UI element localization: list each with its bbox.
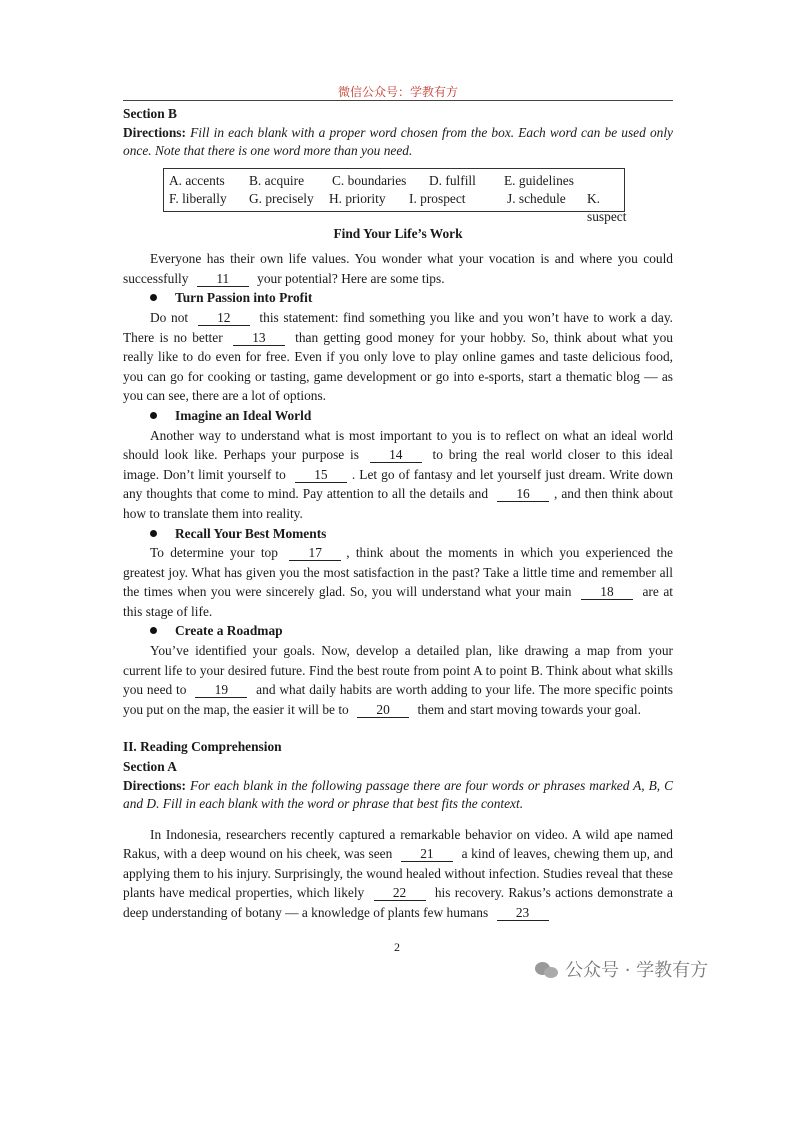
bullet-icon — [150, 627, 157, 634]
answer-blank: 15 — [295, 468, 347, 483]
watermark-text: 公众号 · 学教有方 — [565, 960, 709, 981]
bullet-icon — [150, 412, 157, 419]
word-box — [163, 168, 627, 224]
bullet-icon — [150, 530, 157, 537]
paragraph-text: than getting good money for your hobby. So, think about what you really like to do even for free. Even if you only love to play online games and taste delicious food, you can go for cooking or tasting, game development or go into e-sports, start a thematic blog — as you can see, there are a lot of options. — [123, 329, 673, 404]
paragraph — [123, 543, 673, 621]
word-option: D. fulfill — [429, 172, 476, 188]
bullet-text: Create a Roadmap — [175, 623, 283, 639]
answer-blank: 11 — [197, 272, 249, 287]
passage-b — [123, 249, 673, 719]
paragraph-text: are at this stage of life. — [123, 584, 673, 619]
paragraph-text: his recovery. Rakus’s actions demonstrate a deep understanding of botany — a knowledge of plants few humans — [123, 885, 673, 920]
word-option: C. boundaries — [332, 172, 407, 188]
paragraph-text: and what daily habits are worth adding to your life. The more specific points you put on the map, the easier it will be to — [123, 682, 673, 717]
answer-blank: 19 — [195, 683, 247, 698]
word-option: K. suspect — [587, 190, 627, 224]
bullet-text: Imagine an Ideal World — [175, 407, 312, 423]
header-source: 微信公众号：学教有方 — [337, 85, 458, 99]
word-box-row — [164, 190, 627, 224]
paragraph — [123, 641, 673, 719]
word-option: I. prospect — [409, 190, 466, 206]
answer-blank: 20 — [357, 703, 409, 718]
paragraph-text: , and then think about how to translate them into reality. — [123, 486, 673, 521]
section-bullet-heading — [123, 288, 673, 308]
paragraph — [123, 825, 673, 923]
passage-title: Find Your Life’s Work — [333, 225, 463, 241]
wechat-icon — [535, 960, 559, 978]
section-b-directions — [123, 124, 673, 160]
word-option: A. accents — [169, 172, 225, 188]
answer-blank: 21 — [401, 847, 453, 862]
word-box-row — [164, 172, 624, 190]
answer-blank: 17 — [289, 546, 341, 561]
directions-text: For each blank in the following passage there are four words or phrases marked A, B, C and D. Fill in each blank with the word or phrase that best fits the context. — [123, 777, 673, 811]
section-bullet-heading — [123, 524, 673, 544]
bullet-text: Turn Passion into Profit — [175, 290, 313, 306]
answer-blank: 23 — [497, 906, 549, 921]
paragraph-text: your potential? Here are some tips. — [253, 270, 445, 286]
section-b-heading: Section B — [123, 106, 177, 121]
paragraph-text: Another way to understand what is most important to you is to reflect on what an ideal world should look like. Perhaps your purpose is — [123, 427, 673, 463]
answer-blank: 22 — [374, 886, 426, 901]
paragraph — [123, 249, 673, 288]
paragraph-text: this statement: find something you like and you won’t have to work a day. There is no better — [123, 309, 673, 345]
word-option: F. liberally — [169, 190, 227, 206]
paragraph-text: them and start moving towards your goal. — [414, 701, 641, 717]
bullet-icon — [150, 294, 157, 301]
watermark — [535, 956, 708, 982]
word-option: G. precisely — [249, 190, 314, 206]
answer-blank: 16 — [497, 487, 549, 502]
page-number: 2 — [394, 940, 400, 954]
paragraph-text: Everyone has their own life values. You wonder what your vocation is and where you could successfully — [123, 251, 673, 286]
passage-a — [123, 825, 673, 923]
answer-blank: 13 — [233, 331, 285, 346]
section-a-heading: Section A — [123, 759, 177, 775]
paragraph-text: . Let go of fantasy and let yourself just dream. Write down any thoughts that come to mind. Pay attention to all the details and — [123, 466, 673, 502]
paragraph-text: to bring the real world closer to this ideal image. Don’t limit yourself to — [123, 447, 673, 482]
section-bullet-heading — [123, 621, 673, 641]
word-option: E. guidelines — [504, 172, 574, 188]
directions-text: Fill in each blank with a proper word chosen from the box. Each word can be used only once. Note that there is one word more than you need. — [123, 124, 673, 158]
paragraph-text: In Indonesia, researchers recently captured a remarkable behavior on video. A wild ape named Rakus, with a deep wound on his cheek, was seen — [123, 826, 673, 862]
paragraph — [123, 308, 673, 406]
paragraph-text: a kind of leaves, chewing them up, and applying them to his injury. Surprisingly, the wound healed without infection. Studies reveal that these plants have medical properties, which likely — [123, 846, 673, 901]
bullet-text: Recall Your Best Moments — [175, 525, 327, 541]
paragraph-text: You’ve identified your goals. Now, develop a detailed plan, like drawing a map from your current life to your desired future. Find the best route from point A to point B. Think about what skills you need to — [123, 643, 673, 698]
word-option: J. schedule — [507, 190, 566, 206]
header-rule — [123, 100, 673, 101]
word-option: H. priority — [329, 190, 386, 206]
part2-heading: II. Reading Comprehension — [123, 739, 282, 755]
directions-label: Directions: — [123, 777, 186, 793]
paragraph-text: , think about the moments in which you experienced the greatest joy. What has given you the most satisfaction in the past? Take a little time and remember all the times when you were sincerely glad. So, you will understand what your main — [123, 545, 673, 600]
answer-blank: 18 — [581, 585, 633, 600]
section-bullet-heading — [123, 406, 673, 426]
paragraph-text: To determine your top — [150, 545, 285, 561]
answer-blank: 14 — [370, 448, 422, 463]
paragraph-text: Do not — [150, 309, 193, 325]
answer-blank: 12 — [198, 311, 250, 326]
word-option: B. acquire — [249, 172, 305, 188]
directions-label: Directions: — [123, 124, 186, 140]
section-a-directions — [123, 777, 673, 813]
paragraph — [123, 426, 673, 524]
document-body — [123, 104, 673, 923]
